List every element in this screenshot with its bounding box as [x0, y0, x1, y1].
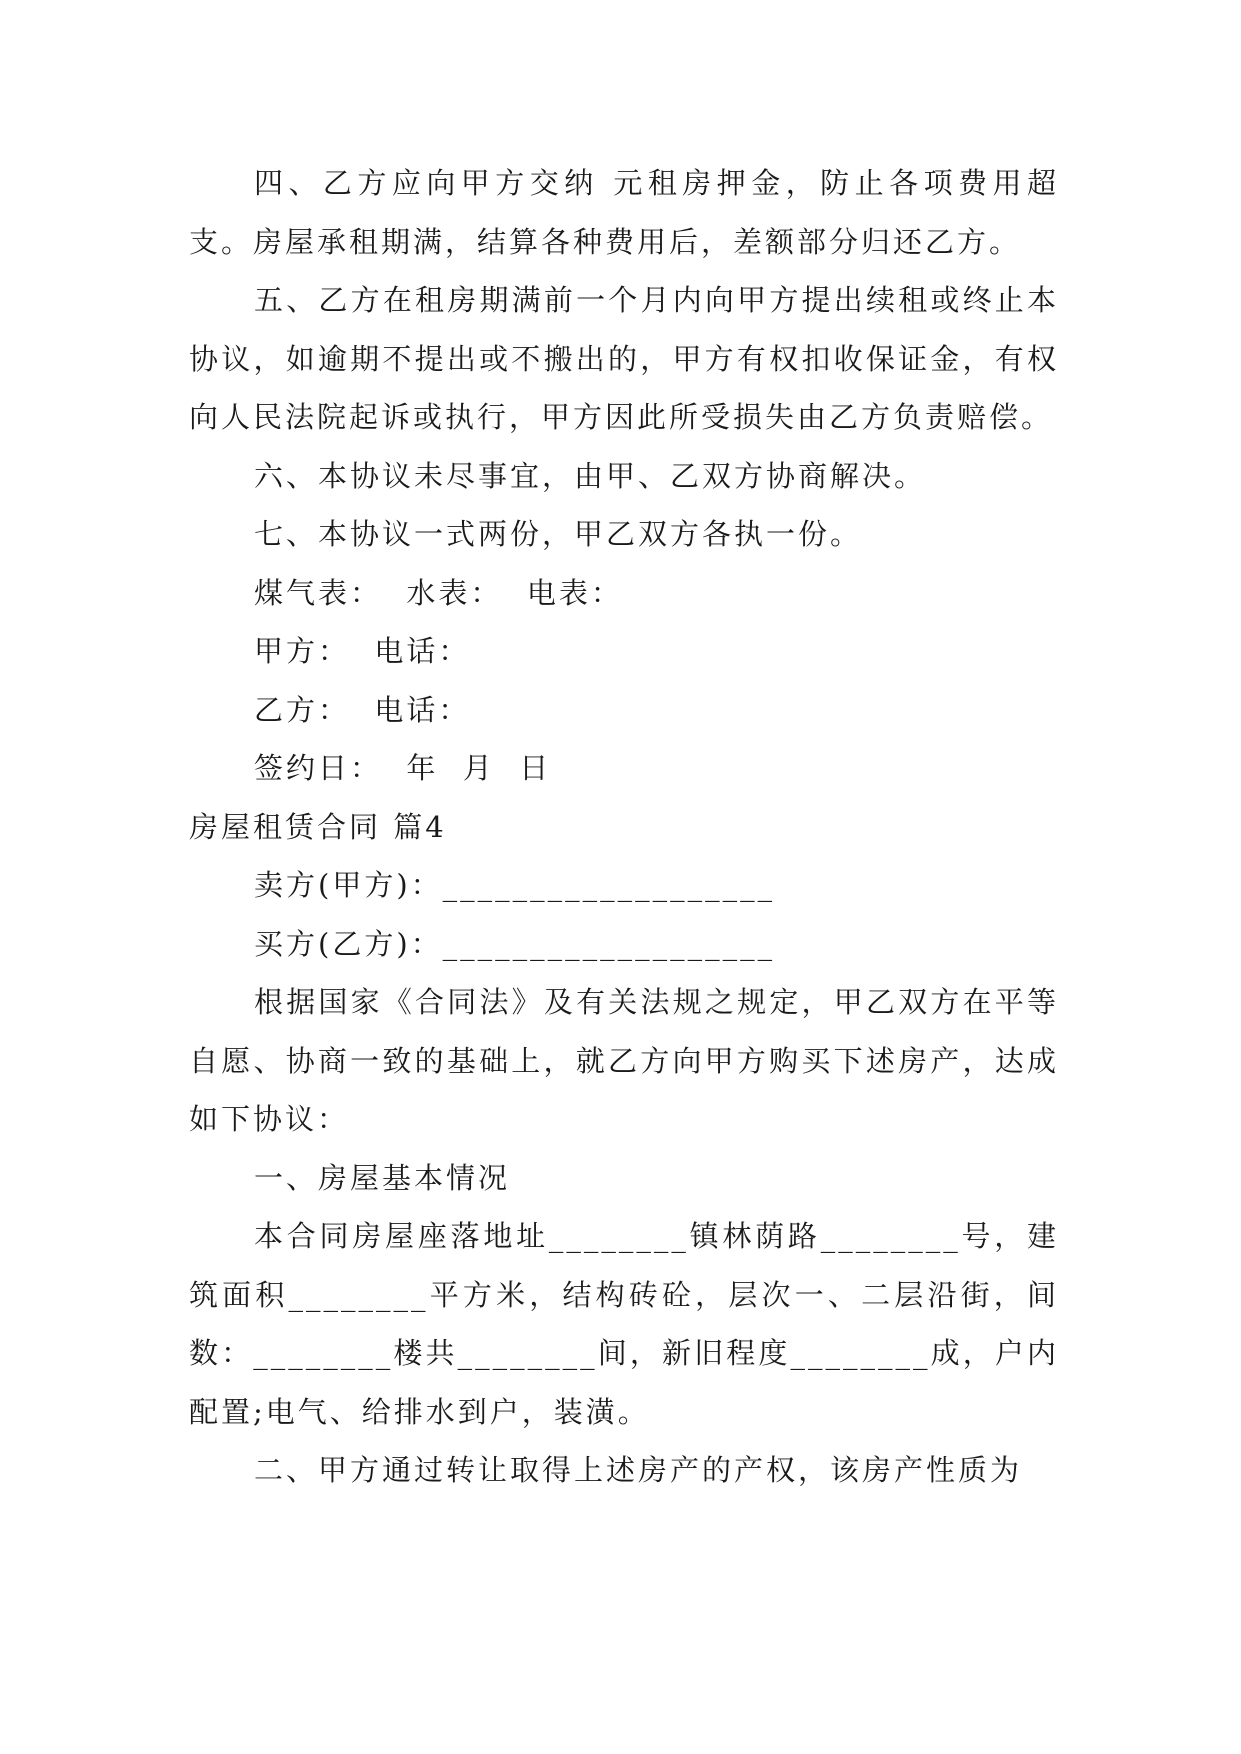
signing-date: 签约日： 年 月 日	[254, 751, 552, 785]
article-one-heading: 一、房屋基本情况	[254, 1160, 511, 1195]
document-body	[189, 154, 1059, 1500]
clause-four-deposit: 四、乙方应向甲方交纳 元租房押金，防止各项费用超支。房屋承租期满，结算各种费用后，差额部分归还乙方。	[189, 166, 1059, 259]
preamble: 根据国家《合同法》及有关法规之规定，甲乙双方在平等自愿、协商一致的基础上，就乙方向甲方购买下述房产，达成如下协议：	[189, 985, 1059, 1136]
clause-seven-copies: 七、本协议一式两份，甲乙双方各执一份。	[254, 517, 863, 551]
clause-six-unresolved: 六、本协议未尽事宜，由甲、乙双方协商解决。	[254, 458, 927, 493]
article-two: 二、甲方通过转让取得上述房产的产权，该房产性质为	[254, 1453, 1023, 1487]
party-a-phone: 甲方： 电话：	[254, 634, 471, 668]
section-heading: 房屋租赁合同 篇4	[189, 809, 447, 844]
party-b-phone: 乙方： 电话：	[254, 692, 471, 727]
seller-party-a: 卖方(甲方)：___________________	[254, 868, 776, 902]
property-details: 本合同房屋座落地址________镇林荫路________号，建筑面积________平方米，结构砖砼，层次一、二层沿街，间数：________楼共________间，新旧程度________成，户内配置;电气、给排水到户，装潢。	[189, 1219, 1059, 1429]
buyer-party-b: 买方(乙方)：___________________	[254, 926, 776, 961]
clause-five-renewal: 五、乙方在租房期满前一个月内向甲方提出续租或终止本协议，如逾期不提出或不搬出的，甲方有权扣收保证金，有权向人民法院起诉或执行，甲方因此所受损失由乙方负责赔偿。	[189, 283, 1059, 434]
meter-readings: 煤气表： 水表： 电表：	[254, 575, 623, 610]
